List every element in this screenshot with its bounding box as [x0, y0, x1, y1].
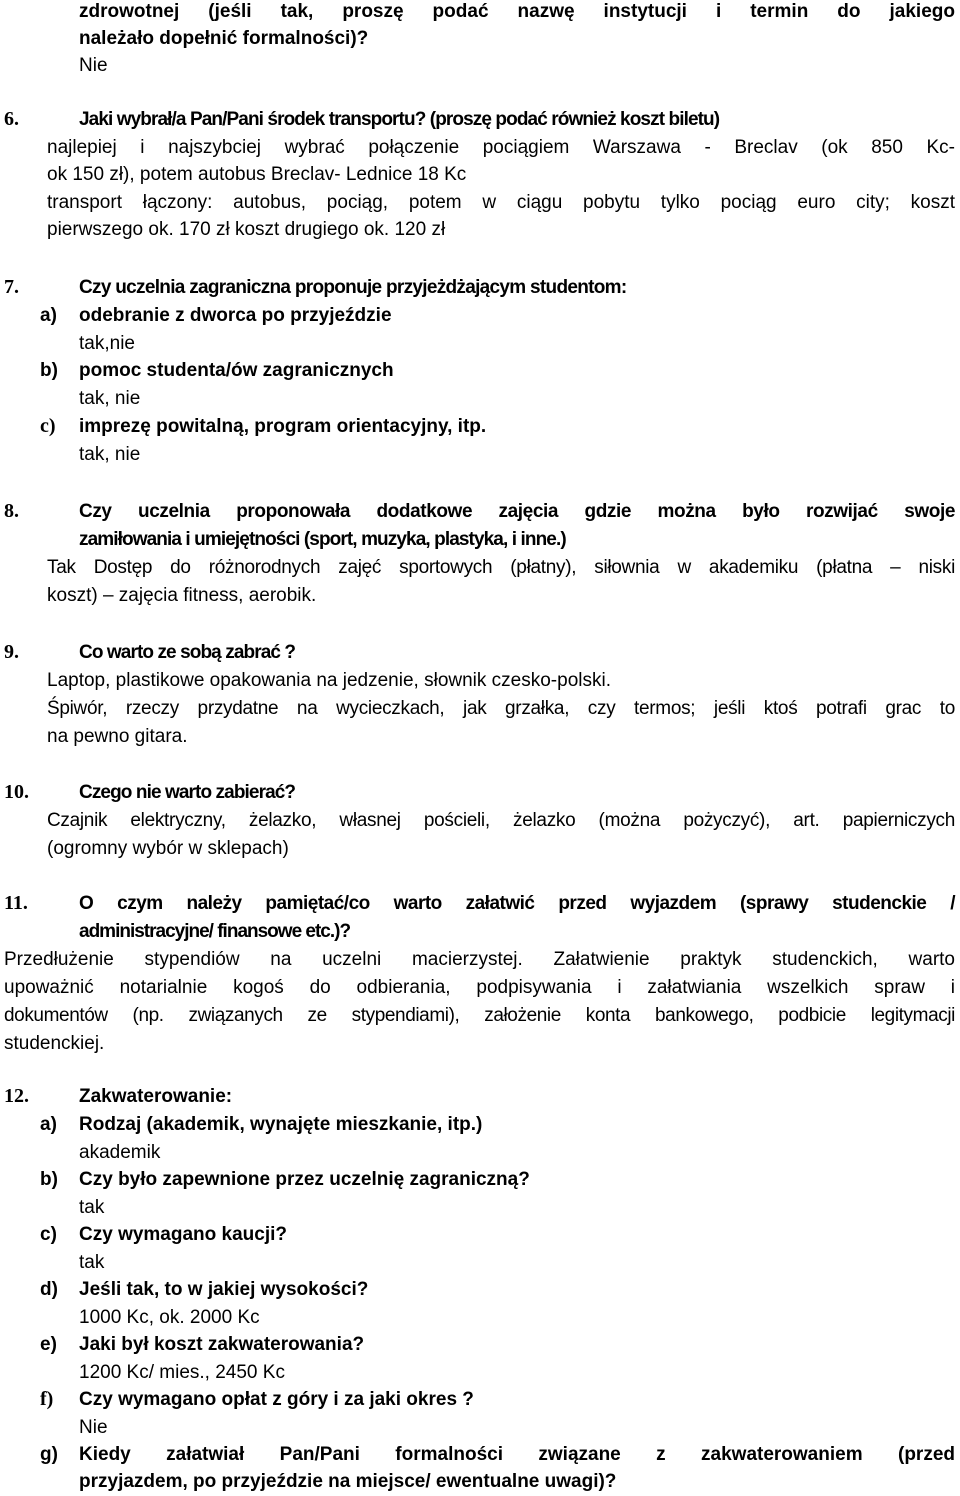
q12-g-text-line-2: przyjazdem, po przyjeździe na miejsce/ ewentualne uwagi)?: [79, 1471, 617, 1492]
q12-a-label: a): [40, 1114, 57, 1135]
q9-answer-line-2: Śpiwór, rzeczy przydatne na wycieczkach, jak grzałka, czy termos; jeśli ktoś potrafi grac to: [47, 698, 955, 719]
q12-e-text: Jaki był koszt zakwaterowania?: [79, 1334, 365, 1355]
q10-answer-line-2: (ogromny wybór w sklepach): [47, 838, 289, 859]
q7-a-label: a): [40, 305, 57, 326]
q6-answer-line-1: najlepiej i najszybciej wybrać połączenie pociągiem Warszawa - Breclav (ok 850 Kc-: [47, 137, 955, 158]
q5-answer: Nie: [79, 55, 108, 76]
q12-f-answer: Nie: [79, 1417, 108, 1438]
q8-answer-line-1: Tak Dostęp do różnorodnych zajęć sportowych (płatny), siłownia w akademiku (płatna – niski: [47, 557, 955, 578]
q9-answer-line-1: Laptop, plastikowe opakowania na jedzenie, słownik czesko-polski.: [47, 670, 611, 691]
q10-number: 10.: [4, 781, 29, 803]
q12-e-answer: 1200 Kc/ mies., 2450 Kc: [79, 1362, 285, 1383]
q11-answer-line-2: upoważnić notarialnie kogoś do odbierania, podpisywania i załatwiania wszelkich spraw i: [4, 977, 955, 998]
q12-d-answer: 1000 Kc, ok. 2000 Kc: [79, 1307, 260, 1328]
q12-f-text: Czy wymagano opłat z góry i za jaki okres ?: [79, 1389, 474, 1410]
q7-number: 7.: [4, 276, 19, 298]
q11-answer-line-1: Przedłużenie stypendiów na uczelni macierzystej. Załatwienie praktyk studenckich, warto: [4, 949, 955, 970]
q12-g-label: g): [40, 1444, 58, 1465]
q12-e-label: e): [40, 1334, 57, 1355]
q7-c-text: imprezę powitalną, program orientacyjny, itp.: [79, 416, 487, 437]
q9-answer-line-3: na pewno gitara.: [47, 726, 188, 747]
q7-c-answer: tak, nie: [79, 444, 141, 465]
q11-answer-line-3: dokumentów (np. związanych ze stypendiami), założenie konta bankowego, podbicie legitymacji: [4, 1005, 955, 1026]
q10-question: Czego nie warto zabierać?: [79, 782, 296, 803]
q12-number: 12.: [4, 1085, 29, 1107]
q11-number: 11.: [4, 892, 28, 914]
q12-b-answer: tak: [79, 1197, 105, 1218]
q8-number: 8.: [4, 500, 19, 522]
q6-number: 6.: [4, 108, 19, 130]
q12-d-text: Jeśli tak, to w jakiej wysokości?: [79, 1279, 369, 1300]
q12-b-text: Czy było zapewnione przez uczelnię zagraniczną?: [79, 1169, 530, 1190]
q12-d-label: d): [40, 1279, 58, 1300]
q12-a-answer: akademik: [79, 1142, 161, 1163]
q7-c-label: c): [40, 415, 56, 437]
q8-question-line-2: zamiłowania i umiejętności (sport, muzyka, plastyka, i inne.): [79, 529, 566, 550]
q7-b-label: b): [40, 360, 58, 381]
q7-a-answer: tak,nie: [79, 333, 135, 354]
q5-question-line-2: należało dopełnić formalności)?: [79, 28, 369, 49]
q6-answer-line-4: pierwszego ok. 170 zł koszt drugiego ok. 120 zł: [47, 219, 446, 240]
q11-question-line-1: O czym należy pamiętać/co warto załatwić przed wyjazdem (sprawy studenckie /: [79, 893, 955, 914]
q11-answer-line-4: studenckiej.: [4, 1033, 105, 1054]
q12-f-label: f): [40, 1388, 54, 1410]
q10-answer-line-1: Czajnik elektryczny, żelazko, własnej pościeli, żelazko (można pożyczyć), art. papierniczych: [47, 810, 955, 831]
q12-question: Zakwaterowanie:: [79, 1086, 233, 1107]
q7-b-text: pomoc studenta/ów zagranicznych: [79, 360, 394, 381]
q8-question-line-1: Czy uczelnia proponowała dodatkowe zajęcia gdzie można było rozwijać swoje: [79, 501, 955, 522]
q5-question-line-1: zdrowotnej (jeśli tak, proszę podać nazwę instytucji i termin do jakiego: [79, 1, 955, 22]
q12-c-text: Czy wymagano kaucji?: [79, 1224, 288, 1245]
q12-b-label: b): [40, 1169, 58, 1190]
q12-c-label: c): [40, 1224, 57, 1245]
q11-question-line-2: administracyjne/ finansowe etc.)?: [79, 921, 351, 942]
q7-a-text: odebranie z dworca po przyjeździe: [79, 305, 392, 326]
q7-question: Czy uczelnia zagraniczna proponuje przyjeżdżającym studentom:: [79, 277, 627, 298]
q12-g-text-line-1: Kiedy załatwiał Pan/Pani formalności związane z zakwaterowaniem (przed: [79, 1444, 955, 1465]
q6-question: Jaki wybrał/a Pan/Pani środek transportu? (proszę podać również koszt biletu): [79, 109, 720, 130]
q7-b-answer: tak, nie: [79, 388, 141, 409]
q9-question: Co warto ze sobą zabrać ?: [79, 642, 296, 663]
q6-answer-line-2: ok 150 zł), potem autobus Breclav- Lednice 18 Kc: [47, 164, 467, 185]
q8-answer-line-2: koszt) – zajęcia fitness, aerobik.: [47, 585, 317, 606]
q12-a-text: Rodzaj (akademik, wynajęte mieszkanie, itp.): [79, 1114, 483, 1135]
q6-answer-line-3: transport łączony: autobus, pociąg, potem w ciągu pobytu tylko pociąg euro city; koszt: [47, 192, 955, 213]
q12-c-answer: tak: [79, 1252, 105, 1273]
q9-number: 9.: [4, 641, 19, 663]
